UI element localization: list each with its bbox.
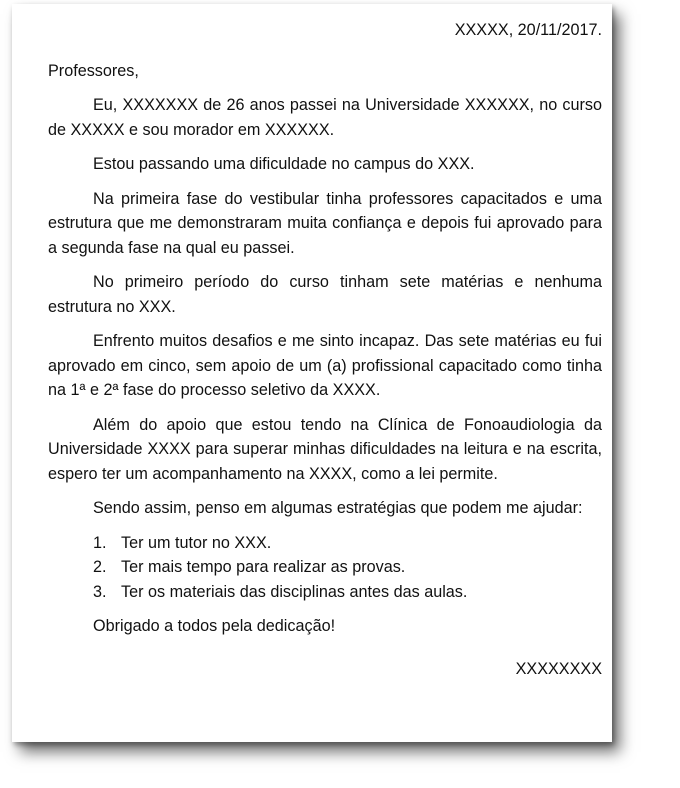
strategy-list [48,531,602,605]
list-text: Ter os materiais das disciplinas antes das aulas. [121,582,468,601]
date-line: XXXXX, 20/11/2017. [454,21,602,39]
list-number: 3. [93,582,107,601]
signature: XXXXXXXX [515,659,602,678]
list-item [48,555,602,580]
closing-line: Obrigado a todos pela dedicação! [93,617,336,635]
letter-body [48,18,602,681]
paragraph-support: Além do apoio que estou tendo na Clínica de Fonoaudiologia da Universidade XXXX para superar minhas dificuldades na leitura e na escrita, espero ter um acompanhamento na XXXX, como a lei permite. [48,415,602,483]
paragraph-challenges: Enfrento muitos desafios e me sinto incapaz. Das sete matérias eu fui aprovado em cinco, sem apoio de um (a) profissional capacitado como tinha na 1ª e 2ª fase do processo seletivo da XXXX. [48,332,602,399]
paragraph-first-phase: Na primeira fase do vestibular tinha professores capacitados e uma estrutura que me demonstraram muita confiança e depois fui aprovado para a segunda fase na qual eu passei. [48,189,602,257]
list-text: Ter mais tempo para realizar as provas. [121,558,406,576]
list-item [48,580,602,605]
list-text: Ter um tutor no XXX. [121,533,272,552]
paragraph-first-period: No primeiro período do curso tinham sete matérias e nenhuma estrutura no XXX. [48,273,602,316]
list-number: 2. [93,558,107,576]
salutation: Professores, [48,61,139,80]
list-number: 1. [93,533,107,552]
list-item [48,531,602,556]
paragraph-intro: Eu, XXXXXXX de 26 anos passei na Universidade XXXXXX, no curso de XXXXX e sou morador em XXXXXX. [48,96,602,139]
paragraph-strategies: Sendo assim, penso em algumas estratégias que podem me ajudar: [93,499,583,517]
paragraph-difficulty: Estou passando uma dificuldade no campus do XXX. [93,155,475,173]
letter-page [12,4,612,742]
